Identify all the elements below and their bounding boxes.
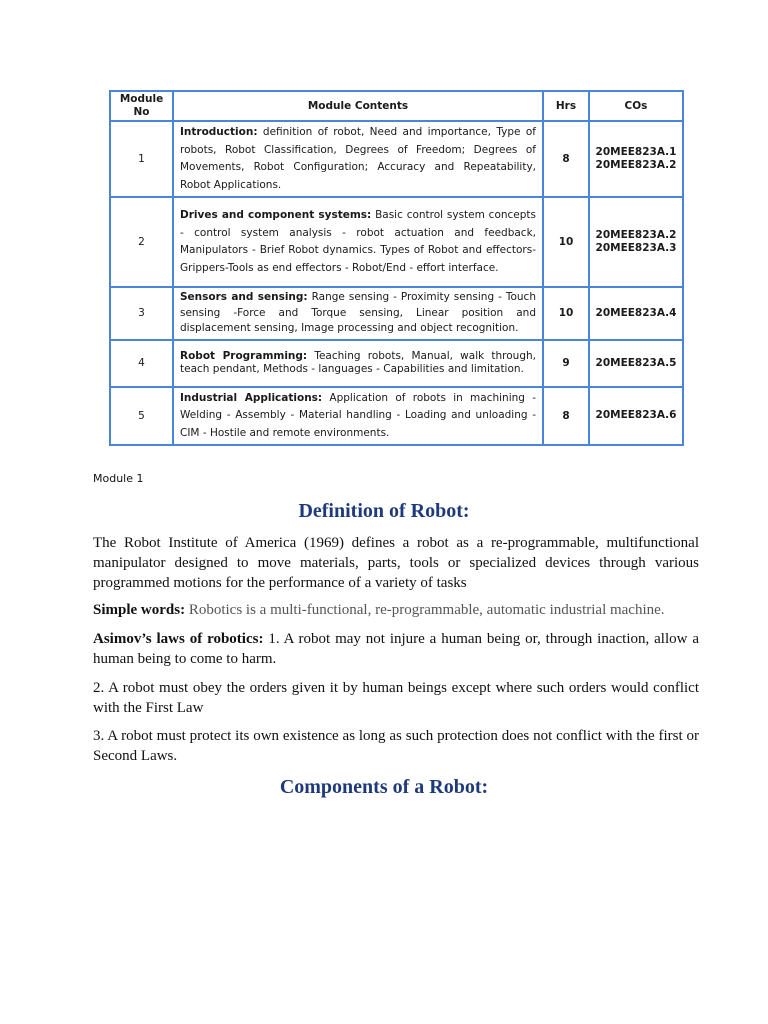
table-row: [110, 121, 683, 197]
co-code: 20MEE823A.5: [595, 356, 677, 369]
co-code: 20MEE823A.3: [595, 242, 677, 254]
module-number: 4: [110, 340, 173, 387]
module-topic-text: Basic control system concepts - control system analysis - robot actuation and feedback, Manipulators - Brief Robot dynamics. Types of Robot and effectors-Grippers-Tools as end effectors - Robot/End - effort interface.: [180, 209, 537, 274]
module-hours: 8: [543, 121, 589, 197]
module-topic-title: Sensors and sensing:: [180, 291, 308, 303]
header-module-contents: Module Contents: [173, 91, 543, 121]
co-code: 20MEE823A.6: [595, 409, 677, 422]
simple-words-text: Robotics is a multi-functional, re-programmable, automatic industrial machine.: [185, 602, 665, 618]
module-cos: [589, 387, 683, 446]
table-row: [110, 287, 683, 340]
header-cos: COs: [589, 91, 683, 121]
module-cos: [589, 340, 683, 387]
module-label: Module 1: [93, 472, 144, 485]
module-hours: 8: [543, 387, 589, 446]
asimov-label: Asimov’s laws of robotics:: [93, 631, 264, 647]
module-cos: [589, 121, 683, 197]
module-contents: [173, 197, 543, 287]
header-hrs: Hrs: [543, 91, 589, 121]
table-row: [110, 387, 683, 446]
co-code: 20MEE823A.4: [595, 306, 677, 319]
simple-words-paragraph: [93, 600, 699, 620]
table-row: [110, 340, 683, 387]
module-number: 2: [110, 197, 173, 287]
asimov-law-1: 1. A robot may not injure a human being or, through inaction, allow a human being to come to harm.: [93, 631, 699, 667]
module-number: 1: [110, 121, 173, 197]
co-code: 20MEE823A.2: [595, 229, 677, 241]
definition-paragraph: The Robot Institute of America (1969) defines a robot as a re-programmable, multifunctional manipulator designed to move materials, parts, tools or specialized devices through various programmed motions for the performance of a variety of tasks: [93, 535, 699, 591]
asimov-law-2-paragraph: 2. A robot must obey the orders given it by human beings except where such orders would conflict with the First Law: [93, 680, 699, 716]
module-cos: [589, 197, 683, 287]
header-module-no: Module No: [110, 91, 173, 121]
module-number: 5: [110, 387, 173, 446]
module-hours: 9: [543, 340, 589, 387]
table-row: [110, 197, 683, 287]
module-number: 3: [110, 287, 173, 340]
module-hours: 10: [543, 287, 589, 340]
module-topic-text: Application of robots in machining - Welding - Assembly - Material handling - Loading and unloading - CIM - Hostile and remote environments.: [180, 391, 536, 439]
module-topic-text: Range sensing - Proximity sensing - Touch sensing -Force and Torque sensing, Linear position and displacement sensing, Image processing and object recognition.: [180, 291, 536, 334]
definition-heading: Definition of Robot:: [298, 500, 470, 522]
module-topic-title: Drives and component systems:: [180, 209, 372, 221]
asimov-law-3-paragraph: 3. A robot must protect its own existence as long as such protection does not conflict with the first or Second Laws.: [93, 728, 699, 764]
module-topic-title: Robot Programming:: [180, 349, 308, 362]
syllabus-table: [109, 90, 684, 446]
asimov-law-1-paragraph: [93, 629, 699, 669]
module-topic-text: definition of robot, Need and importance, Type of robots, Robot Classification, Degrees of Freedom; Degrees of Movements, Robot Configuration; Accuracy and Repeatability, Robot Applications.: [180, 126, 536, 191]
module-contents: [173, 121, 543, 197]
simple-words-label: Simple words:: [93, 602, 186, 618]
module-cos: [589, 287, 683, 340]
table-header-row: [110, 91, 683, 121]
components-heading: Components of a Robot:: [279, 776, 489, 798]
module-topic-text: Teaching robots, Manual, walk through, teach pendant, Methods - languages - Capabilities and limitation.: [180, 349, 536, 375]
module-hours: 10: [543, 197, 589, 287]
co-code: 20MEE823A.2: [595, 159, 677, 171]
module-contents: [173, 287, 543, 340]
co-code: 20MEE823A.1: [595, 146, 677, 158]
module-topic-title: Industrial Applications:: [180, 391, 323, 404]
module-contents: [173, 387, 543, 446]
module-contents: [173, 340, 543, 387]
module-topic-title: Introduction:: [180, 126, 258, 138]
